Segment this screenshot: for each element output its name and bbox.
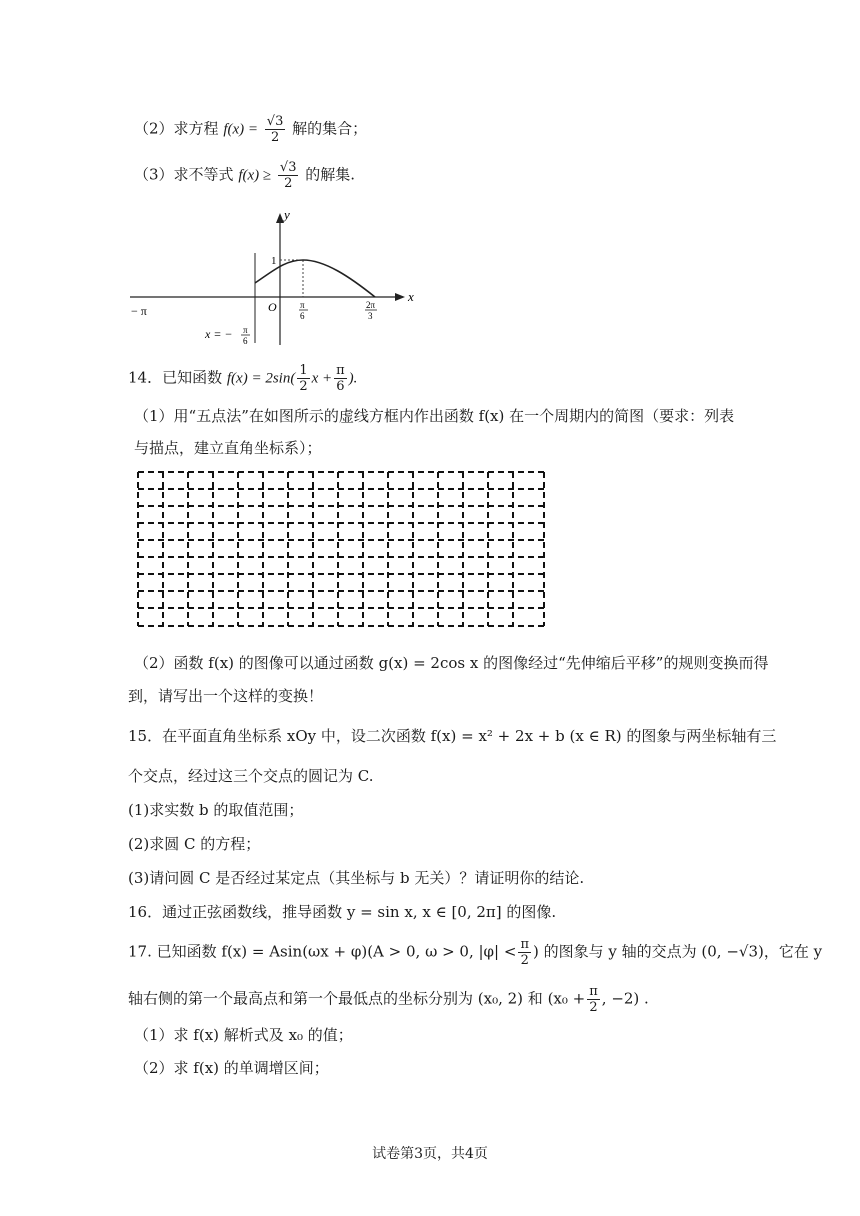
fraction: $\frac{\pi}{2}$ xyxy=(520,937,529,968)
q14-part2-line1: （2）函数 f(x) 的图像可以通过函数 g(x) = 2cos x 的图像经过“先伸缩后平移”的规则变换而得 xyxy=(134,654,769,672)
q13-part3: （3）求不等式 f(x) ≥ $\frac{√3}{2}$ 的解集. xyxy=(134,160,356,191)
x-axis-arrow xyxy=(395,293,405,301)
x-label: x xyxy=(408,289,414,304)
q15-part3: (3)请问圆 C 是否经过某定点（其坐标与 b 无关）？请证明你的结论. xyxy=(128,869,585,887)
q17-part1: （1）求 f(x) 解析式及 x₀ 的值； xyxy=(134,1026,353,1044)
asym-den: 6 xyxy=(243,336,248,346)
one-label: 1 xyxy=(271,255,277,267)
fraction: $\frac{√3}{2}$ xyxy=(279,160,297,191)
tick-2pi3-den: 3 xyxy=(368,311,373,321)
fraction: $\frac{1}{2}$ xyxy=(299,363,308,394)
fraction: $\frac{\pi}{6}$ xyxy=(336,363,345,394)
sine-graph-figure xyxy=(125,205,425,350)
q16-line: 16．通过正弦函数线，推导函数 y = sin x, x ∈ [0, 2π] 的图像. xyxy=(128,903,557,921)
q15-part2: (2)求圆 C 的方程； xyxy=(128,835,261,853)
fraction: $\frac{\pi}{2}$ xyxy=(589,984,598,1015)
q17-line1: 17. 已知函数 f(x) = Asin(ωx + φ)(A > 0, ω > 0, |φ| < $\frac{\pi}{2}$ ) 的图象与 y 轴的交点为 (0, −√3)，它在 y xyxy=(128,937,823,968)
q15-part1: (1)求实数 b 的取值范围； xyxy=(128,801,304,819)
q13-part2: （2）求方程 f(x) = $\frac{√3}{2}$ 解的集合； xyxy=(134,114,368,145)
q14-part2-line2: 到，请写出一个这样的变换！ xyxy=(128,687,324,705)
q14-part1-line2: 与描点，建立直角坐标系）； xyxy=(134,439,322,457)
asym-num: π xyxy=(243,325,248,335)
asym-label: x = − xyxy=(205,327,233,341)
origin-label: O xyxy=(268,300,277,314)
dashed-grid-box xyxy=(136,470,546,628)
q17-part2: （2）求 f(x) 的单调增区间； xyxy=(134,1059,329,1077)
q15-line2: 个交点，经过这三个交点的圆记为 C. xyxy=(128,767,374,785)
tick-pi6-den: 6 xyxy=(300,311,305,321)
y-axis-arrow xyxy=(276,213,284,223)
q15-line1: 15．在平面直角坐标系 xOy 中，设二次函数 f(x) = x² + 2x + b (x ∈ R) 的图象与两坐标轴有三 xyxy=(128,727,777,745)
fraction: $\frac{√3}{2}$ xyxy=(266,114,284,145)
neg-pi-label: − π xyxy=(131,304,147,318)
y-label: y xyxy=(284,207,290,222)
q17-line2: 轴右侧的第一个最高点和第一个最低点的坐标分别为 (x₀, 2) 和 (x₀ + $\frac{\pi}{2}$ , −2) . xyxy=(128,984,649,1015)
tick-2pi3-num: 2π xyxy=(366,300,376,310)
tick-pi6-num: π xyxy=(300,300,305,310)
page-footer: 试卷第3页，共4页 xyxy=(372,1146,488,1162)
q14-part1-line1: （1）用“五点法”在如图所示的虚线方框内作出函数 f(x) 在一个周期内的简图（要求：列表 xyxy=(134,407,735,425)
q14-heading: 14．已知函数 f(x) = 2sin( $\frac{1}{2}$ x + $\frac{\pi}{6}$ ). xyxy=(128,363,358,394)
